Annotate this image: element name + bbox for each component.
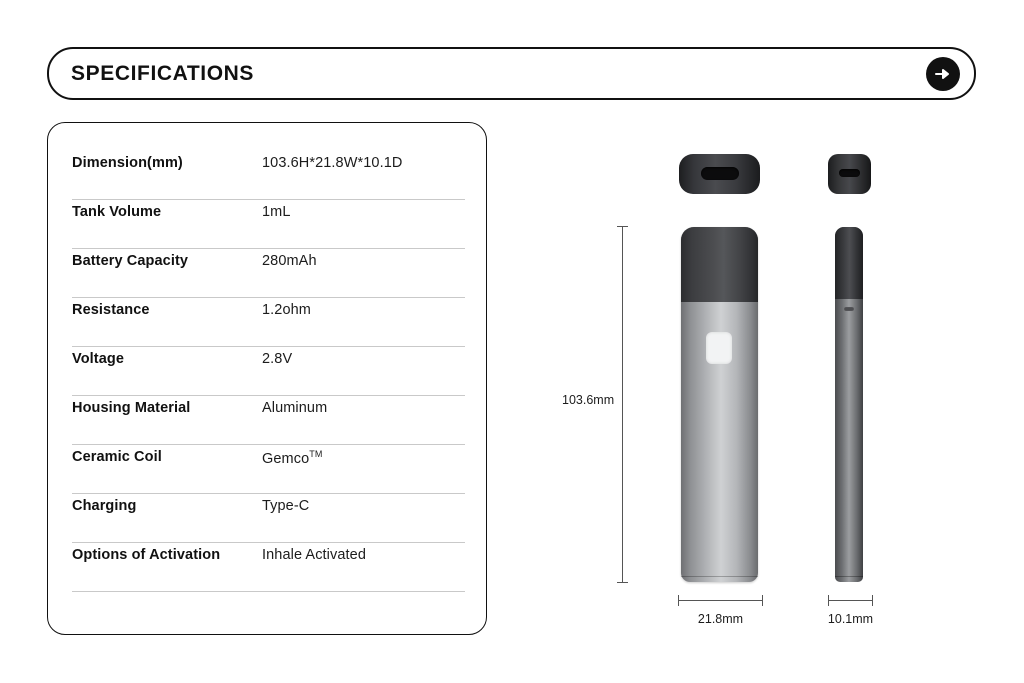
device-side-bottom-seam [835, 576, 863, 577]
spec-value: Aluminum [262, 400, 328, 416]
device-front-view [681, 227, 758, 582]
spec-value-superscript: TM [309, 449, 323, 459]
device-bottom-seam [681, 576, 758, 577]
depth-dimension-line [828, 600, 873, 601]
mouthpiece-slot-icon [701, 167, 739, 180]
table-row [72, 347, 465, 396]
table-row [72, 298, 465, 347]
spec-value: 103.6H*21.8W*10.1D [262, 155, 403, 171]
spec-value: Inhale Activated [262, 547, 366, 563]
device-side-view [835, 227, 863, 582]
spec-value-text: Gemco [262, 450, 310, 467]
specifications-card [47, 122, 487, 635]
spec-value: Type-C [262, 498, 310, 514]
table-row [72, 494, 465, 543]
spec-value [262, 445, 322, 467]
height-dimension-label: 103.6mm [562, 393, 615, 407]
spec-label: Dimension(mm) [72, 155, 183, 171]
arrow-right-button[interactable] [926, 57, 960, 91]
device-front-mouthpiece [681, 227, 758, 302]
spec-value: 1.2ohm [262, 302, 311, 318]
table-row [72, 249, 465, 298]
arrow-right-icon [935, 67, 951, 81]
width-dimension-line [678, 600, 763, 601]
spec-value: 1mL [262, 204, 291, 220]
table-row [72, 445, 465, 494]
mouthpiece-port-icon [839, 169, 860, 177]
spec-label: Charging [72, 498, 137, 514]
spec-value: 280mAh [262, 253, 317, 269]
spec-label: Ceramic Coil [72, 449, 162, 465]
table-row [72, 151, 465, 200]
spec-label: Voltage [72, 351, 124, 367]
depth-dimension-label: 10.1mm [827, 612, 874, 626]
specifications-header [47, 47, 976, 100]
mouthpiece-cap-front [679, 154, 760, 194]
spec-label: Resistance [72, 302, 150, 318]
table-row [72, 396, 465, 445]
mouthpiece-cap-side [828, 154, 871, 194]
width-dimension-label: 21.8mm [697, 612, 744, 626]
device-side-mouthpiece [835, 227, 863, 299]
spec-label: Tank Volume [72, 204, 162, 220]
page-title: SPECIFICATIONS [71, 61, 255, 85]
height-dimension-line [622, 226, 623, 583]
table-row [72, 200, 465, 249]
device-side-indicator-icon [844, 307, 854, 311]
product-illustration [540, 122, 980, 662]
spec-label: Battery Capacity [72, 253, 189, 269]
spec-value: 2.8V [262, 351, 293, 367]
specifications-table [72, 151, 465, 592]
spec-label: Options of Activation [72, 547, 221, 563]
device-viewing-window [706, 332, 732, 364]
spec-label: Housing Material [72, 400, 191, 416]
table-row [72, 543, 465, 592]
